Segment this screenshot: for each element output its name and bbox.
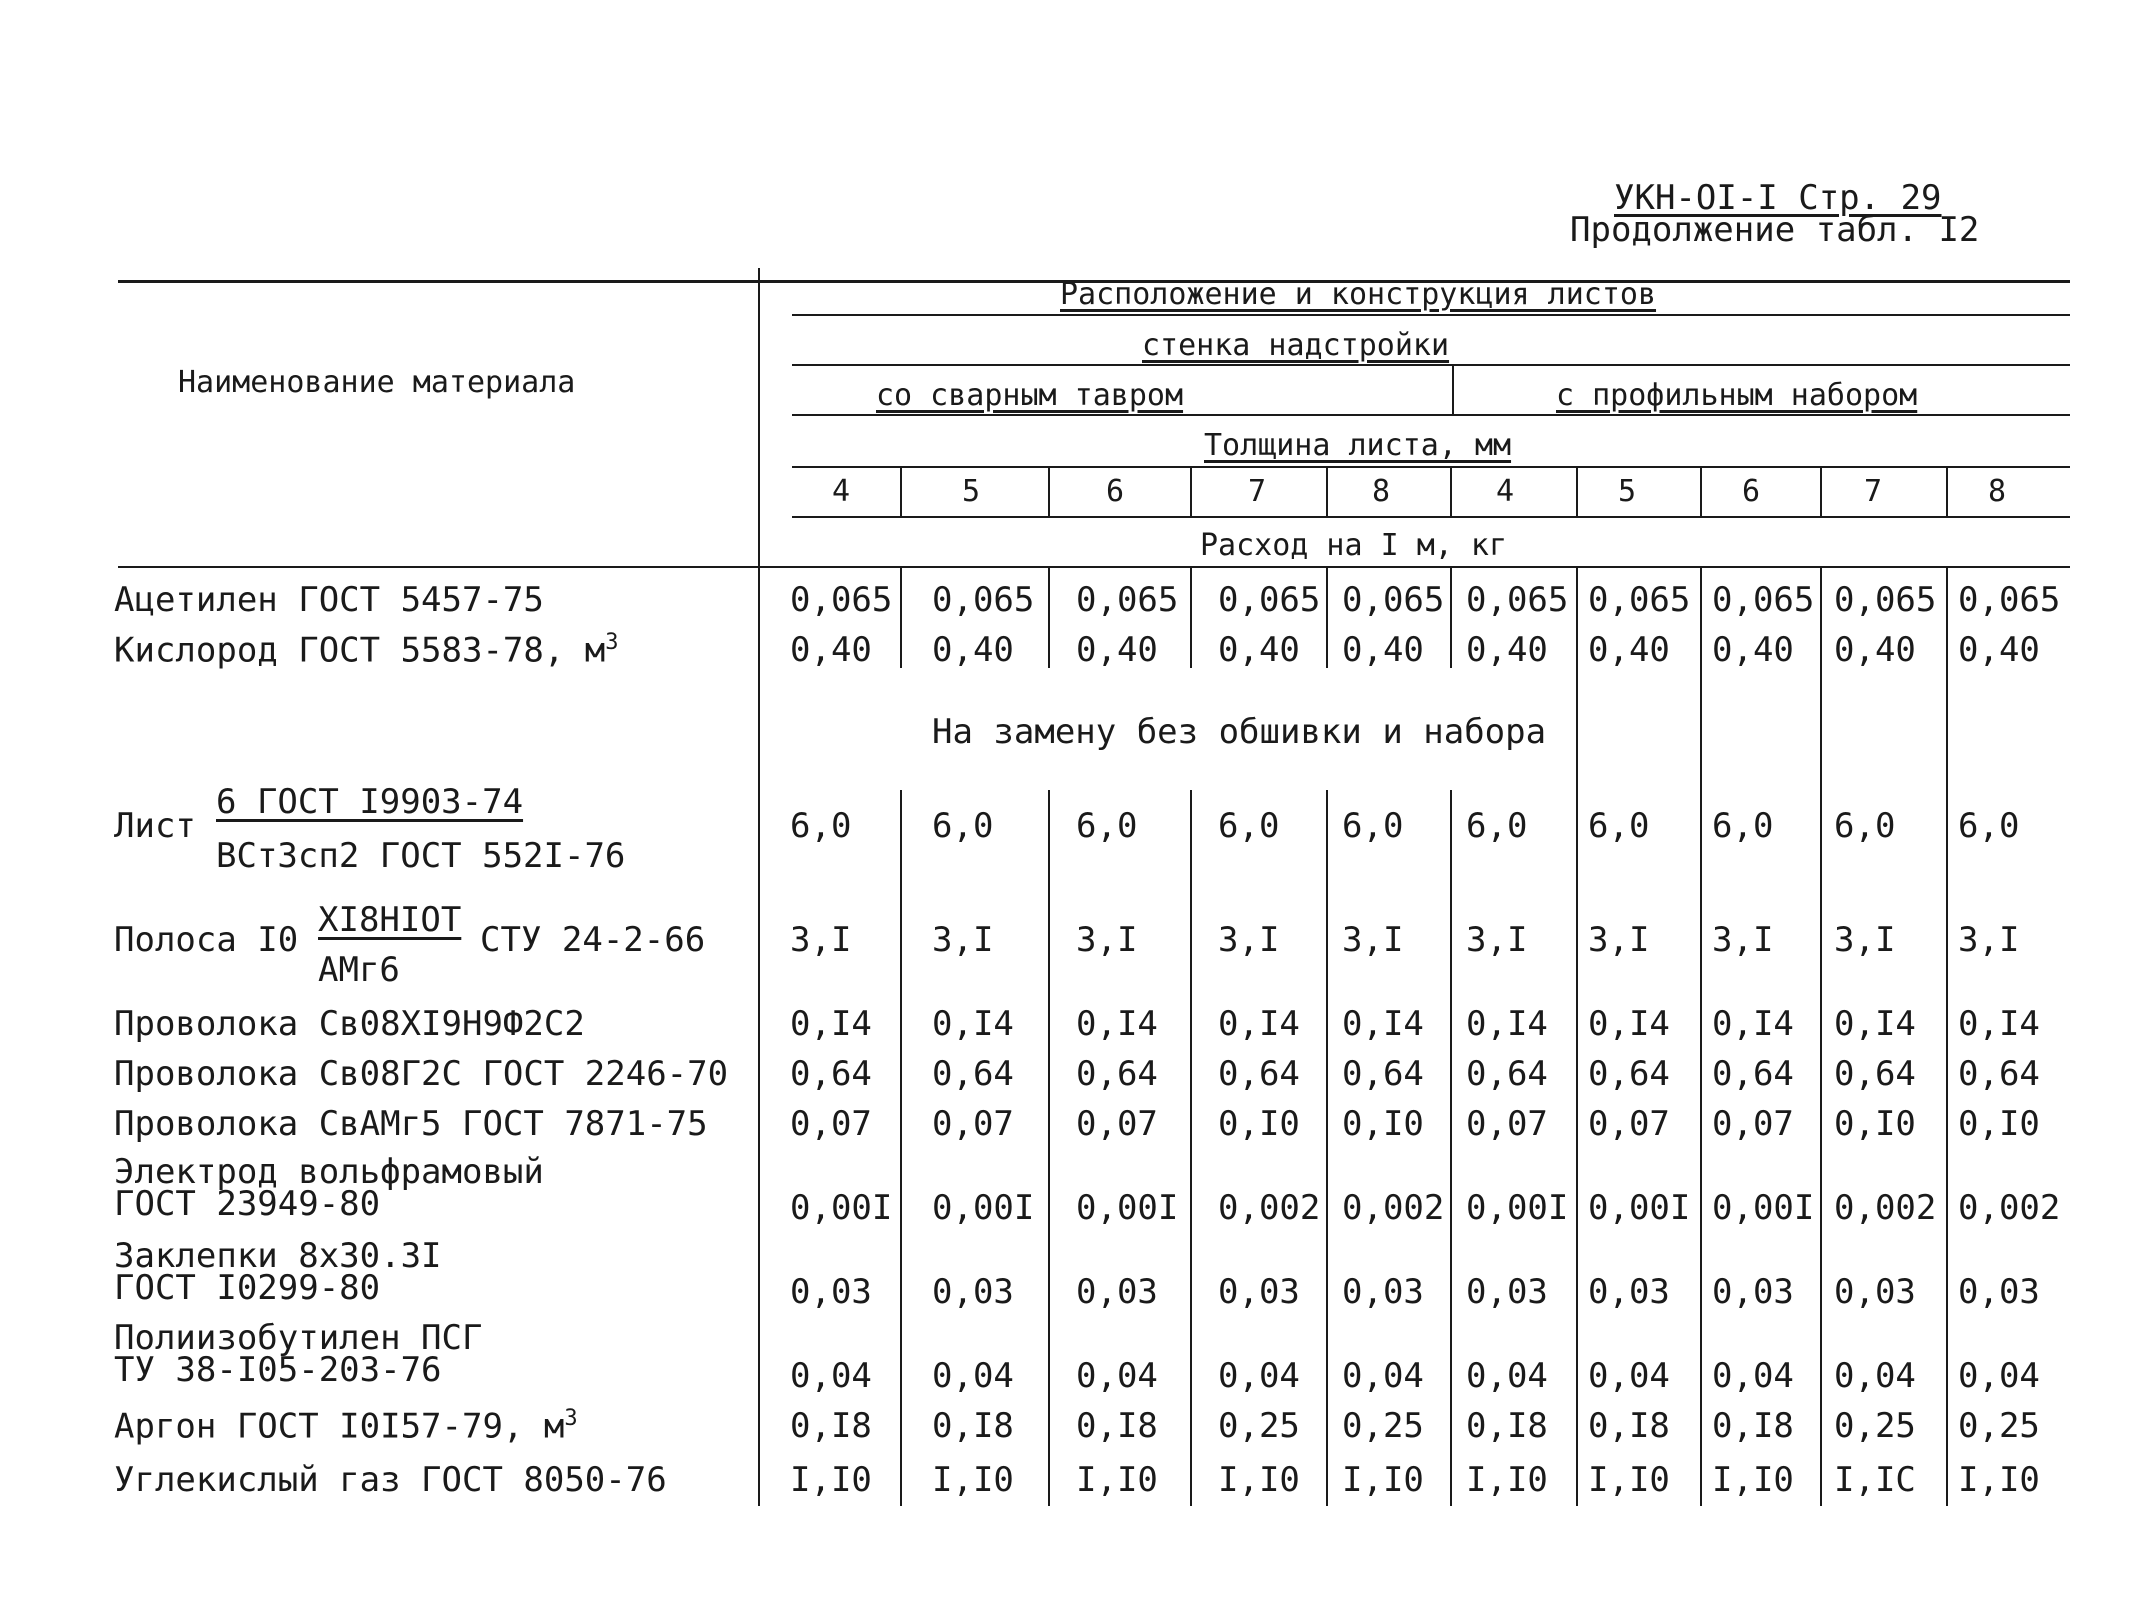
body-divider-4-1 bbox=[1450, 790, 1452, 1506]
name-column-divider-header bbox=[758, 268, 760, 568]
cell-r6-c1: 0,07 bbox=[932, 1104, 1014, 1144]
cell-r3-c1: 3,I bbox=[932, 920, 994, 960]
cell-r3-c8: 3,I bbox=[1834, 920, 1896, 960]
thickness-divider-4 bbox=[1450, 468, 1452, 516]
row-name-electrode: Электрод вольфрамовый ГОСТ 23949-80 bbox=[114, 1152, 544, 1224]
cell-r7-c6: 0,00I bbox=[1588, 1188, 1691, 1228]
header-rule-2 bbox=[792, 364, 2070, 366]
name-column-divider-body bbox=[758, 566, 760, 1506]
row-name-rivets: Заклепки 8x30.3I ГОСТ I0299-80 bbox=[114, 1236, 442, 1308]
cell-r4-c6: 0,I4 bbox=[1588, 1004, 1670, 1044]
replacement-note: На замену без обшивки и набора bbox=[932, 712, 1547, 752]
cell-r3-c4: 3,I bbox=[1342, 920, 1404, 960]
cell-r2-c9: 6,0 bbox=[1958, 806, 2020, 846]
cell-r4-c8: 0,I4 bbox=[1834, 1004, 1916, 1044]
cell-r11-c4: I,I0 bbox=[1342, 1460, 1424, 1500]
body-divider-3-1 bbox=[1326, 790, 1328, 1506]
cell-r2-c3: 6,0 bbox=[1218, 806, 1280, 846]
cell-r3-c5: 3,I bbox=[1466, 920, 1528, 960]
cell-r8-c3: 0,03 bbox=[1218, 1272, 1300, 1312]
thickness-divider-2 bbox=[1190, 468, 1192, 516]
row-name-acetylene: Ацетилен ГОСТ 5457-75 bbox=[114, 580, 544, 620]
cell-r10-c2: 0,I8 bbox=[1076, 1406, 1158, 1446]
cell-r4-c2: 0,I4 bbox=[1076, 1004, 1158, 1044]
cell-r10-c8: 0,25 bbox=[1834, 1406, 1916, 1446]
body-divider-1-0 bbox=[1048, 568, 1050, 668]
cell-r2-c0: 6,0 bbox=[790, 806, 852, 846]
table-continuation-label: Продолжение табл. I2 bbox=[1570, 210, 1980, 250]
cell-r9-c7: 0,04 bbox=[1712, 1356, 1794, 1396]
cell-r3-c3: 3,I bbox=[1218, 920, 1280, 960]
cell-r0-c1: 0,065 bbox=[932, 580, 1035, 620]
cell-r4-c7: 0,I4 bbox=[1712, 1004, 1794, 1044]
cell-r2-c1: 6,0 bbox=[932, 806, 994, 846]
cell-r8-c0: 0,03 bbox=[790, 1272, 872, 1312]
cell-r9-c3: 0,04 bbox=[1218, 1356, 1300, 1396]
cell-r3-c0: 3,I bbox=[790, 920, 852, 960]
cell-r2-c2: 6,0 bbox=[1076, 806, 1138, 846]
row-name-wire-2: Проволока Св08Г2С ГОСТ 2246-70 bbox=[114, 1054, 729, 1094]
cell-r6-c2: 0,07 bbox=[1076, 1104, 1158, 1144]
cell-r6-c9: 0,I0 bbox=[1958, 1104, 2040, 1144]
cell-r10-c1: 0,I8 bbox=[932, 1406, 1014, 1446]
cell-r2-c7: 6,0 bbox=[1712, 806, 1774, 846]
row-name-sheet: Лист bbox=[114, 806, 196, 846]
body-divider-0-1 bbox=[900, 790, 902, 1506]
superstructure-wall-header: стенка надстройки bbox=[1142, 328, 1450, 363]
cell-r7-c4: 0,002 bbox=[1342, 1188, 1445, 1228]
thickness-cell-8: 7 bbox=[1864, 474, 1883, 509]
body-divider-2-0 bbox=[1190, 568, 1192, 668]
thickness-divider-0 bbox=[900, 468, 902, 516]
cell-r11-c0: I,I0 bbox=[790, 1460, 872, 1500]
body-divider-6-0 bbox=[1700, 568, 1702, 1506]
cell-r10-c7: 0,I8 bbox=[1712, 1406, 1794, 1446]
body-divider-7-0 bbox=[1820, 568, 1822, 1506]
body-divider-1-1 bbox=[1048, 790, 1050, 1506]
cell-r8-c2: 0,03 bbox=[1076, 1272, 1158, 1312]
body-divider-8-0 bbox=[1946, 568, 1948, 1506]
arrangement-header: Расположение и конструкция листов bbox=[1060, 277, 1657, 312]
cell-r9-c9: 0,04 bbox=[1958, 1356, 2040, 1396]
cell-r3-c9: 3,I bbox=[1958, 920, 2020, 960]
thickness-cell-7: 6 bbox=[1742, 474, 1761, 509]
header-rule-5 bbox=[792, 516, 2070, 518]
cell-r5-c7: 0,64 bbox=[1712, 1054, 1794, 1094]
cell-r7-c5: 0,00I bbox=[1466, 1188, 1569, 1228]
group-divider bbox=[1452, 366, 1454, 414]
cell-r10-c4: 0,25 bbox=[1342, 1406, 1424, 1446]
cell-r0-c9: 0,065 bbox=[1958, 580, 2061, 620]
thickness-cell-2: 6 bbox=[1106, 474, 1125, 509]
thickness-divider-7 bbox=[1820, 468, 1822, 516]
cell-r6-c4: 0,I0 bbox=[1342, 1104, 1424, 1144]
cell-r7-c0: 0,00I bbox=[790, 1188, 893, 1228]
cell-r11-c7: I,I0 bbox=[1712, 1460, 1794, 1500]
cell-r11-c8: I,IC bbox=[1834, 1460, 1916, 1500]
cell-r5-c4: 0,64 bbox=[1342, 1054, 1424, 1094]
cell-r1-c2: 0,40 bbox=[1076, 630, 1158, 670]
cell-r7-c8: 0,002 bbox=[1834, 1188, 1937, 1228]
row-name-carbon-dioxide: Углекислый газ ГОСТ 8050-76 bbox=[114, 1460, 667, 1500]
cell-r3-c2: 3,I bbox=[1076, 920, 1138, 960]
cell-r5-c5: 0,64 bbox=[1466, 1054, 1548, 1094]
document-reference: УКН-ОI-I Стр. 29 bbox=[1614, 178, 1942, 218]
cell-r6-c3: 0,I0 bbox=[1218, 1104, 1300, 1144]
cell-r2-c6: 6,0 bbox=[1588, 806, 1650, 846]
table-header-bottom-border bbox=[118, 566, 2070, 568]
row-strip-fraction-bottom: АМг6 bbox=[318, 950, 400, 990]
header-rule-1 bbox=[792, 314, 2070, 316]
cell-r10-c5: 0,I8 bbox=[1466, 1406, 1548, 1446]
cell-r6-c7: 0,07 bbox=[1712, 1104, 1794, 1144]
thickness-cell-5: 4 bbox=[1496, 474, 1515, 509]
cell-r8-c7: 0,03 bbox=[1712, 1272, 1794, 1312]
thickness-cell-0: 4 bbox=[832, 474, 851, 509]
cell-r4-c4: 0,I4 bbox=[1342, 1004, 1424, 1044]
cell-r11-c6: I,I0 bbox=[1588, 1460, 1670, 1500]
cell-r4-c3: 0,I4 bbox=[1218, 1004, 1300, 1044]
cell-r7-c9: 0,002 bbox=[1958, 1188, 2061, 1228]
cell-r11-c1: I,I0 bbox=[932, 1460, 1014, 1500]
body-divider-2-1 bbox=[1190, 790, 1192, 1506]
cell-r1-c6: 0,40 bbox=[1588, 630, 1670, 670]
cell-r10-c0: 0,I8 bbox=[790, 1406, 872, 1446]
profile-set-header: с профильным набором bbox=[1556, 378, 1918, 413]
cell-r1-c1: 0,40 bbox=[932, 630, 1014, 670]
cell-r4-c9: 0,I4 bbox=[1958, 1004, 2040, 1044]
cell-r11-c3: I,I0 bbox=[1218, 1460, 1300, 1500]
cell-r9-c2: 0,04 bbox=[1076, 1356, 1158, 1396]
cell-r9-c8: 0,04 bbox=[1834, 1356, 1916, 1396]
cell-r1-c4: 0,40 bbox=[1342, 630, 1424, 670]
body-divider-3-0 bbox=[1326, 568, 1328, 668]
thickness-divider-1 bbox=[1048, 468, 1050, 516]
consumption-header: Расход на I м, кг bbox=[1200, 528, 1508, 563]
cell-r8-c4: 0,03 bbox=[1342, 1272, 1424, 1312]
cell-r2-c4: 6,0 bbox=[1342, 806, 1404, 846]
material-name-header: Наименование материала bbox=[178, 365, 576, 400]
row-strip-fraction-top: XI8HIOT bbox=[318, 900, 462, 940]
cell-r10-c3: 0,25 bbox=[1218, 1406, 1300, 1446]
cell-r11-c5: I,I0 bbox=[1466, 1460, 1548, 1500]
cell-r5-c8: 0,64 bbox=[1834, 1054, 1916, 1094]
cell-r0-c8: 0,065 bbox=[1834, 580, 1937, 620]
cell-r2-c8: 6,0 bbox=[1834, 806, 1896, 846]
thickness-divider-8 bbox=[1946, 468, 1948, 516]
row-sheet-fraction-top: 6 ГОСТ I9903-74 bbox=[216, 782, 524, 822]
cell-r9-c6: 0,04 bbox=[1588, 1356, 1670, 1396]
cell-r6-c5: 0,07 bbox=[1466, 1104, 1548, 1144]
cell-r1-c3: 0,40 bbox=[1218, 630, 1300, 670]
cell-r9-c5: 0,04 bbox=[1466, 1356, 1548, 1396]
cell-r9-c4: 0,04 bbox=[1342, 1356, 1424, 1396]
cell-r7-c1: 0,00I bbox=[932, 1188, 1035, 1228]
thickness-divider-3 bbox=[1326, 468, 1328, 516]
cell-r2-c5: 6,0 bbox=[1466, 806, 1528, 846]
cell-r1-c9: 0,40 bbox=[1958, 630, 2040, 670]
cell-r0-c7: 0,065 bbox=[1712, 580, 1815, 620]
cell-r1-c7: 0,40 bbox=[1712, 630, 1794, 670]
sheet-thickness-header: Толщина листа, мм bbox=[1204, 428, 1512, 463]
cell-r10-c6: 0,I8 bbox=[1588, 1406, 1670, 1446]
thickness-divider-5 bbox=[1576, 468, 1578, 516]
cell-r0-c3: 0,065 bbox=[1218, 580, 1321, 620]
row-sheet-fraction-bottom: ВСт3сп2 ГОСТ 552I-76 bbox=[216, 836, 626, 876]
cell-r6-c8: 0,I0 bbox=[1834, 1104, 1916, 1144]
cell-r1-c5: 0,40 bbox=[1466, 630, 1548, 670]
row-name-oxygen: Кислород ГОСТ 5583-78, $м^3$ bbox=[114, 630, 619, 671]
cell-r6-c6: 0,07 bbox=[1588, 1104, 1670, 1144]
row-strip-suffix: СТУ 24-2-66 bbox=[480, 920, 706, 960]
cell-r11-c9: I,I0 bbox=[1958, 1460, 2040, 1500]
cell-r5-c1: 0,64 bbox=[932, 1054, 1014, 1094]
cell-r7-c2: 0,00I bbox=[1076, 1188, 1179, 1228]
cell-r0-c4: 0,065 bbox=[1342, 580, 1445, 620]
cell-r1-c8: 0,40 bbox=[1834, 630, 1916, 670]
thickness-cell-6: 5 bbox=[1618, 474, 1637, 509]
thickness-cell-3: 7 bbox=[1248, 474, 1267, 509]
cell-r10-c9: 0,25 bbox=[1958, 1406, 2040, 1446]
welded-tee-header: со сварным тавром bbox=[876, 378, 1184, 413]
cell-r5-c9: 0,64 bbox=[1958, 1054, 2040, 1094]
cell-r8-c6: 0,03 bbox=[1588, 1272, 1670, 1312]
row-name-argon: Аргон ГОСТ I0I57-79, $м^3$ bbox=[114, 1406, 578, 1447]
cell-r0-c2: 0,065 bbox=[1076, 580, 1179, 620]
cell-r0-c6: 0,065 bbox=[1588, 580, 1691, 620]
cell-r5-c2: 0,64 bbox=[1076, 1054, 1158, 1094]
header-rule-3 bbox=[792, 414, 2070, 416]
cell-r5-c0: 0,64 bbox=[790, 1054, 872, 1094]
cell-r3-c7: 3,I bbox=[1712, 920, 1774, 960]
cell-r5-c3: 0,64 bbox=[1218, 1054, 1300, 1094]
cell-r7-c3: 0,002 bbox=[1218, 1188, 1321, 1228]
thickness-cell-4: 8 bbox=[1372, 474, 1391, 509]
cell-r7-c7: 0,00I bbox=[1712, 1188, 1815, 1228]
row-name-polyisobutylene: Полиизобутилен ПСГ ТУ 38-I05-203-76 bbox=[114, 1318, 483, 1390]
cell-r9-c1: 0,04 bbox=[932, 1356, 1014, 1396]
cell-r1-c0: 0,40 bbox=[790, 630, 872, 670]
cell-r6-c0: 0,07 bbox=[790, 1104, 872, 1144]
row-name-strip: Полоса I0 bbox=[114, 920, 299, 960]
cell-r4-c1: 0,I4 bbox=[932, 1004, 1014, 1044]
cell-r3-c6: 3,I bbox=[1588, 920, 1650, 960]
header-rule-4 bbox=[792, 466, 2070, 468]
body-divider-5-0 bbox=[1576, 568, 1578, 1506]
cell-r0-c0: 0,065 bbox=[790, 580, 893, 620]
cell-r5-c6: 0,64 bbox=[1588, 1054, 1670, 1094]
thickness-cell-1: 5 bbox=[962, 474, 981, 509]
cell-r4-c0: 0,I4 bbox=[790, 1004, 872, 1044]
cell-r8-c9: 0,03 bbox=[1958, 1272, 2040, 1312]
cell-r8-c5: 0,03 bbox=[1466, 1272, 1548, 1312]
cell-r9-c0: 0,04 bbox=[790, 1356, 872, 1396]
cell-r0-c5: 0,065 bbox=[1466, 580, 1569, 620]
thickness-divider-6 bbox=[1700, 468, 1702, 516]
cell-r4-c5: 0,I4 bbox=[1466, 1004, 1548, 1044]
body-divider-4-0 bbox=[1450, 568, 1452, 668]
cell-r8-c8: 0,03 bbox=[1834, 1272, 1916, 1312]
cell-r8-c1: 0,03 bbox=[932, 1272, 1014, 1312]
row-name-wire-1: Проволока Св08XI9H9Ф2С2 bbox=[114, 1004, 585, 1044]
row-name-wire-3: Проволока СвАМг5 ГОСТ 7871-75 bbox=[114, 1104, 708, 1144]
thickness-cell-9: 8 bbox=[1988, 474, 2007, 509]
body-divider-0-0 bbox=[900, 568, 902, 668]
cell-r11-c2: I,I0 bbox=[1076, 1460, 1158, 1500]
